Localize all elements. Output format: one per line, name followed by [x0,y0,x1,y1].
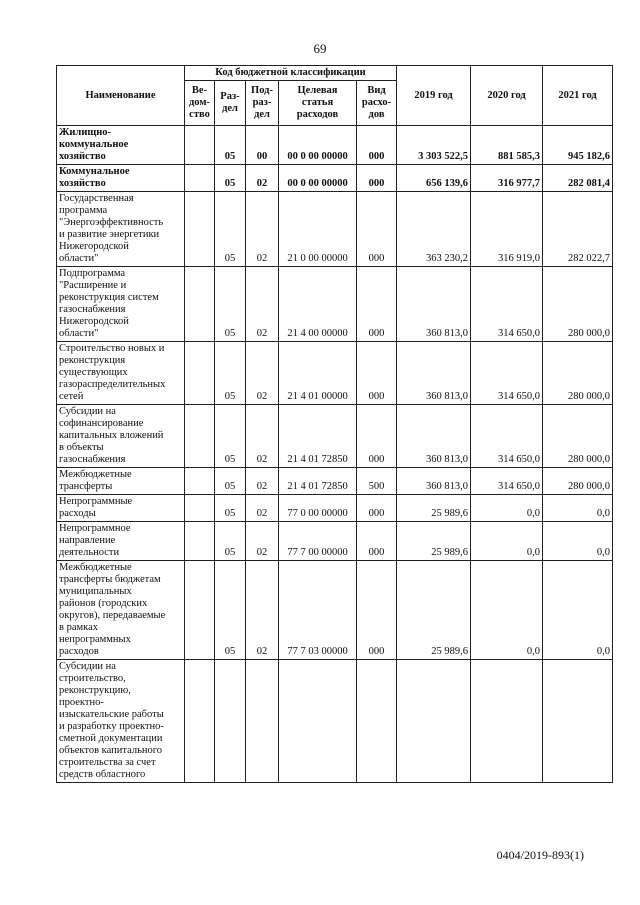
table-row [57,495,613,522]
row-vedomstvo [185,522,215,561]
header-2019: 2019 год [397,66,471,126]
row-amount-2019: 3 303 522,5 [397,126,471,165]
row-amount-2021: 0,0 [543,561,613,660]
table-row [57,561,613,660]
row-vedomstvo [185,405,215,468]
row-target-article: 77 7 00 00000 [279,522,357,561]
row-expense-type: 000 [357,342,397,405]
row-razdel: 05 [215,522,246,561]
row-amount-2019: 25 989,6 [397,522,471,561]
header-target-article: Целевая статья расходов [279,81,357,126]
row-razdel: 05 [215,468,246,495]
row-amount-2020: 314 650,0 [471,405,543,468]
row-razdel: 05 [215,561,246,660]
row-amount-2019: 360 813,0 [397,267,471,342]
row-amount-2019: 656 139,6 [397,165,471,192]
row-target-article [279,660,357,783]
row-expense-type: 000 [357,126,397,165]
row-target-article: 77 0 00 00000 [279,495,357,522]
row-amount-2021 [543,660,613,783]
row-podrazdel: 02 [246,342,279,405]
row-amount-2020: 314 650,0 [471,468,543,495]
row-podrazdel: 02 [246,561,279,660]
row-target-article: 00 0 00 00000 [279,126,357,165]
row-podrazdel: 02 [246,165,279,192]
row-target-article: 21 4 00 00000 [279,267,357,342]
row-name: Государственная программа "Энергоэффективность и развитие энергетики Нижегородской области" [57,192,185,267]
row-vedomstvo [185,561,215,660]
row-amount-2020: 0,0 [471,561,543,660]
row-expense-type: 000 [357,192,397,267]
table-row [57,126,613,165]
row-vedomstvo [185,468,215,495]
row-podrazdel: 02 [246,522,279,561]
row-podrazdel: 02 [246,267,279,342]
row-target-article: 21 0 00 00000 [279,192,357,267]
row-amount-2019: 360 813,0 [397,405,471,468]
budget-table [56,65,613,783]
page-number: 69 [313,41,327,56]
row-podrazdel [246,660,279,783]
header-2021: 2021 год [543,66,613,126]
row-amount-2021: 0,0 [543,522,613,561]
row-target-article: 21 4 01 72850 [279,405,357,468]
table-row [57,468,613,495]
row-expense-type: 000 [357,561,397,660]
row-vedomstvo [185,165,215,192]
table-row [57,165,613,192]
row-amount-2020: 881 585,3 [471,126,543,165]
row-amount-2019: 25 989,6 [397,495,471,522]
row-amount-2021: 280 000,0 [543,342,613,405]
document-id: 0404/2019-893(1) [496,848,584,862]
row-name: Межбюджетные трансферты [57,468,185,495]
header-2020: 2020 год [471,66,543,126]
table-row [57,192,613,267]
header-vedomstvo: Ве- дом- ство [185,81,215,126]
header-razdel: Раз- дел [215,81,246,126]
table-row [57,522,613,561]
row-amount-2021: 945 182,6 [543,126,613,165]
row-expense-type: 000 [357,495,397,522]
row-amount-2021: 280 000,0 [543,267,613,342]
row-name: Субсидии на софинансирование капитальных вложений в объекты газоснабжения [57,405,185,468]
row-target-article: 21 4 01 72850 [279,468,357,495]
row-amount-2019: 360 813,0 [397,468,471,495]
row-amount-2020: 0,0 [471,495,543,522]
row-name: Межбюджетные трансферты бюджетам муниципальных районов (городских округов), передаваемые в рамках непрограммных расходов [57,561,185,660]
row-podrazdel: 02 [246,468,279,495]
row-razdel: 05 [215,192,246,267]
table-row [57,267,613,342]
row-amount-2020 [471,660,543,783]
header-podrazdel: Под- раз- дел [246,81,279,126]
row-expense-type [357,660,397,783]
row-razdel: 05 [215,495,246,522]
row-target-article: 21 4 01 00000 [279,342,357,405]
header-expense-type: Вид расхо- дов [357,81,397,126]
row-amount-2019: 363 230,2 [397,192,471,267]
row-vedomstvo [185,267,215,342]
table-row [57,405,613,468]
row-amount-2020: 316 977,7 [471,165,543,192]
table-header [57,66,613,126]
row-name: Строительство новых и реконструкция существующих газораспределительных сетей [57,342,185,405]
row-razdel: 05 [215,126,246,165]
row-vedomstvo [185,342,215,405]
row-expense-type: 000 [357,405,397,468]
row-vedomstvo [185,192,215,267]
row-name: Коммунальное хозяйство [57,165,185,192]
row-amount-2021: 0,0 [543,495,613,522]
row-amount-2021: 282 022,7 [543,192,613,267]
header-name: Наименование [57,66,185,126]
row-razdel: 05 [215,405,246,468]
header-classification-code: Код бюджетной классификации [185,66,397,81]
table-body [57,126,613,783]
row-target-article: 77 7 03 00000 [279,561,357,660]
row-vedomstvo [185,495,215,522]
row-name: Подпрограмма "Расширение и реконструкция систем газоснабжения Нижегородской области" [57,267,185,342]
row-expense-type: 500 [357,468,397,495]
row-name: Непрограммные расходы [57,495,185,522]
row-target-article: 00 0 00 00000 [279,165,357,192]
row-amount-2020: 316 919,0 [471,192,543,267]
row-podrazdel: 02 [246,192,279,267]
row-amount-2020: 314 650,0 [471,342,543,405]
table-row [57,342,613,405]
row-amount-2019 [397,660,471,783]
row-amount-2021: 282 081,4 [543,165,613,192]
row-expense-type: 000 [357,165,397,192]
table-row [57,660,613,783]
row-razdel: 05 [215,267,246,342]
row-razdel: 05 [215,165,246,192]
row-podrazdel: 00 [246,126,279,165]
row-razdel: 05 [215,342,246,405]
row-amount-2020: 314 650,0 [471,267,543,342]
row-amount-2019: 360 813,0 [397,342,471,405]
row-podrazdel: 02 [246,495,279,522]
row-name: Субсидии на строительство, реконструкцию, проектно- изыскательские работы и разработку проектно- сметной документации объектов капитального строительства за счет средств областного [57,660,185,783]
row-vedomstvo [185,126,215,165]
row-amount-2020: 0,0 [471,522,543,561]
row-vedomstvo [185,660,215,783]
row-amount-2019: 25 989,6 [397,561,471,660]
row-amount-2021: 280 000,0 [543,468,613,495]
row-expense-type: 000 [357,522,397,561]
row-expense-type: 000 [357,267,397,342]
row-amount-2021: 280 000,0 [543,405,613,468]
row-name: Непрограммное направление деятельности [57,522,185,561]
row-name: Жилищно- коммунальное хозяйство [57,126,185,165]
row-podrazdel: 02 [246,405,279,468]
row-razdel [215,660,246,783]
